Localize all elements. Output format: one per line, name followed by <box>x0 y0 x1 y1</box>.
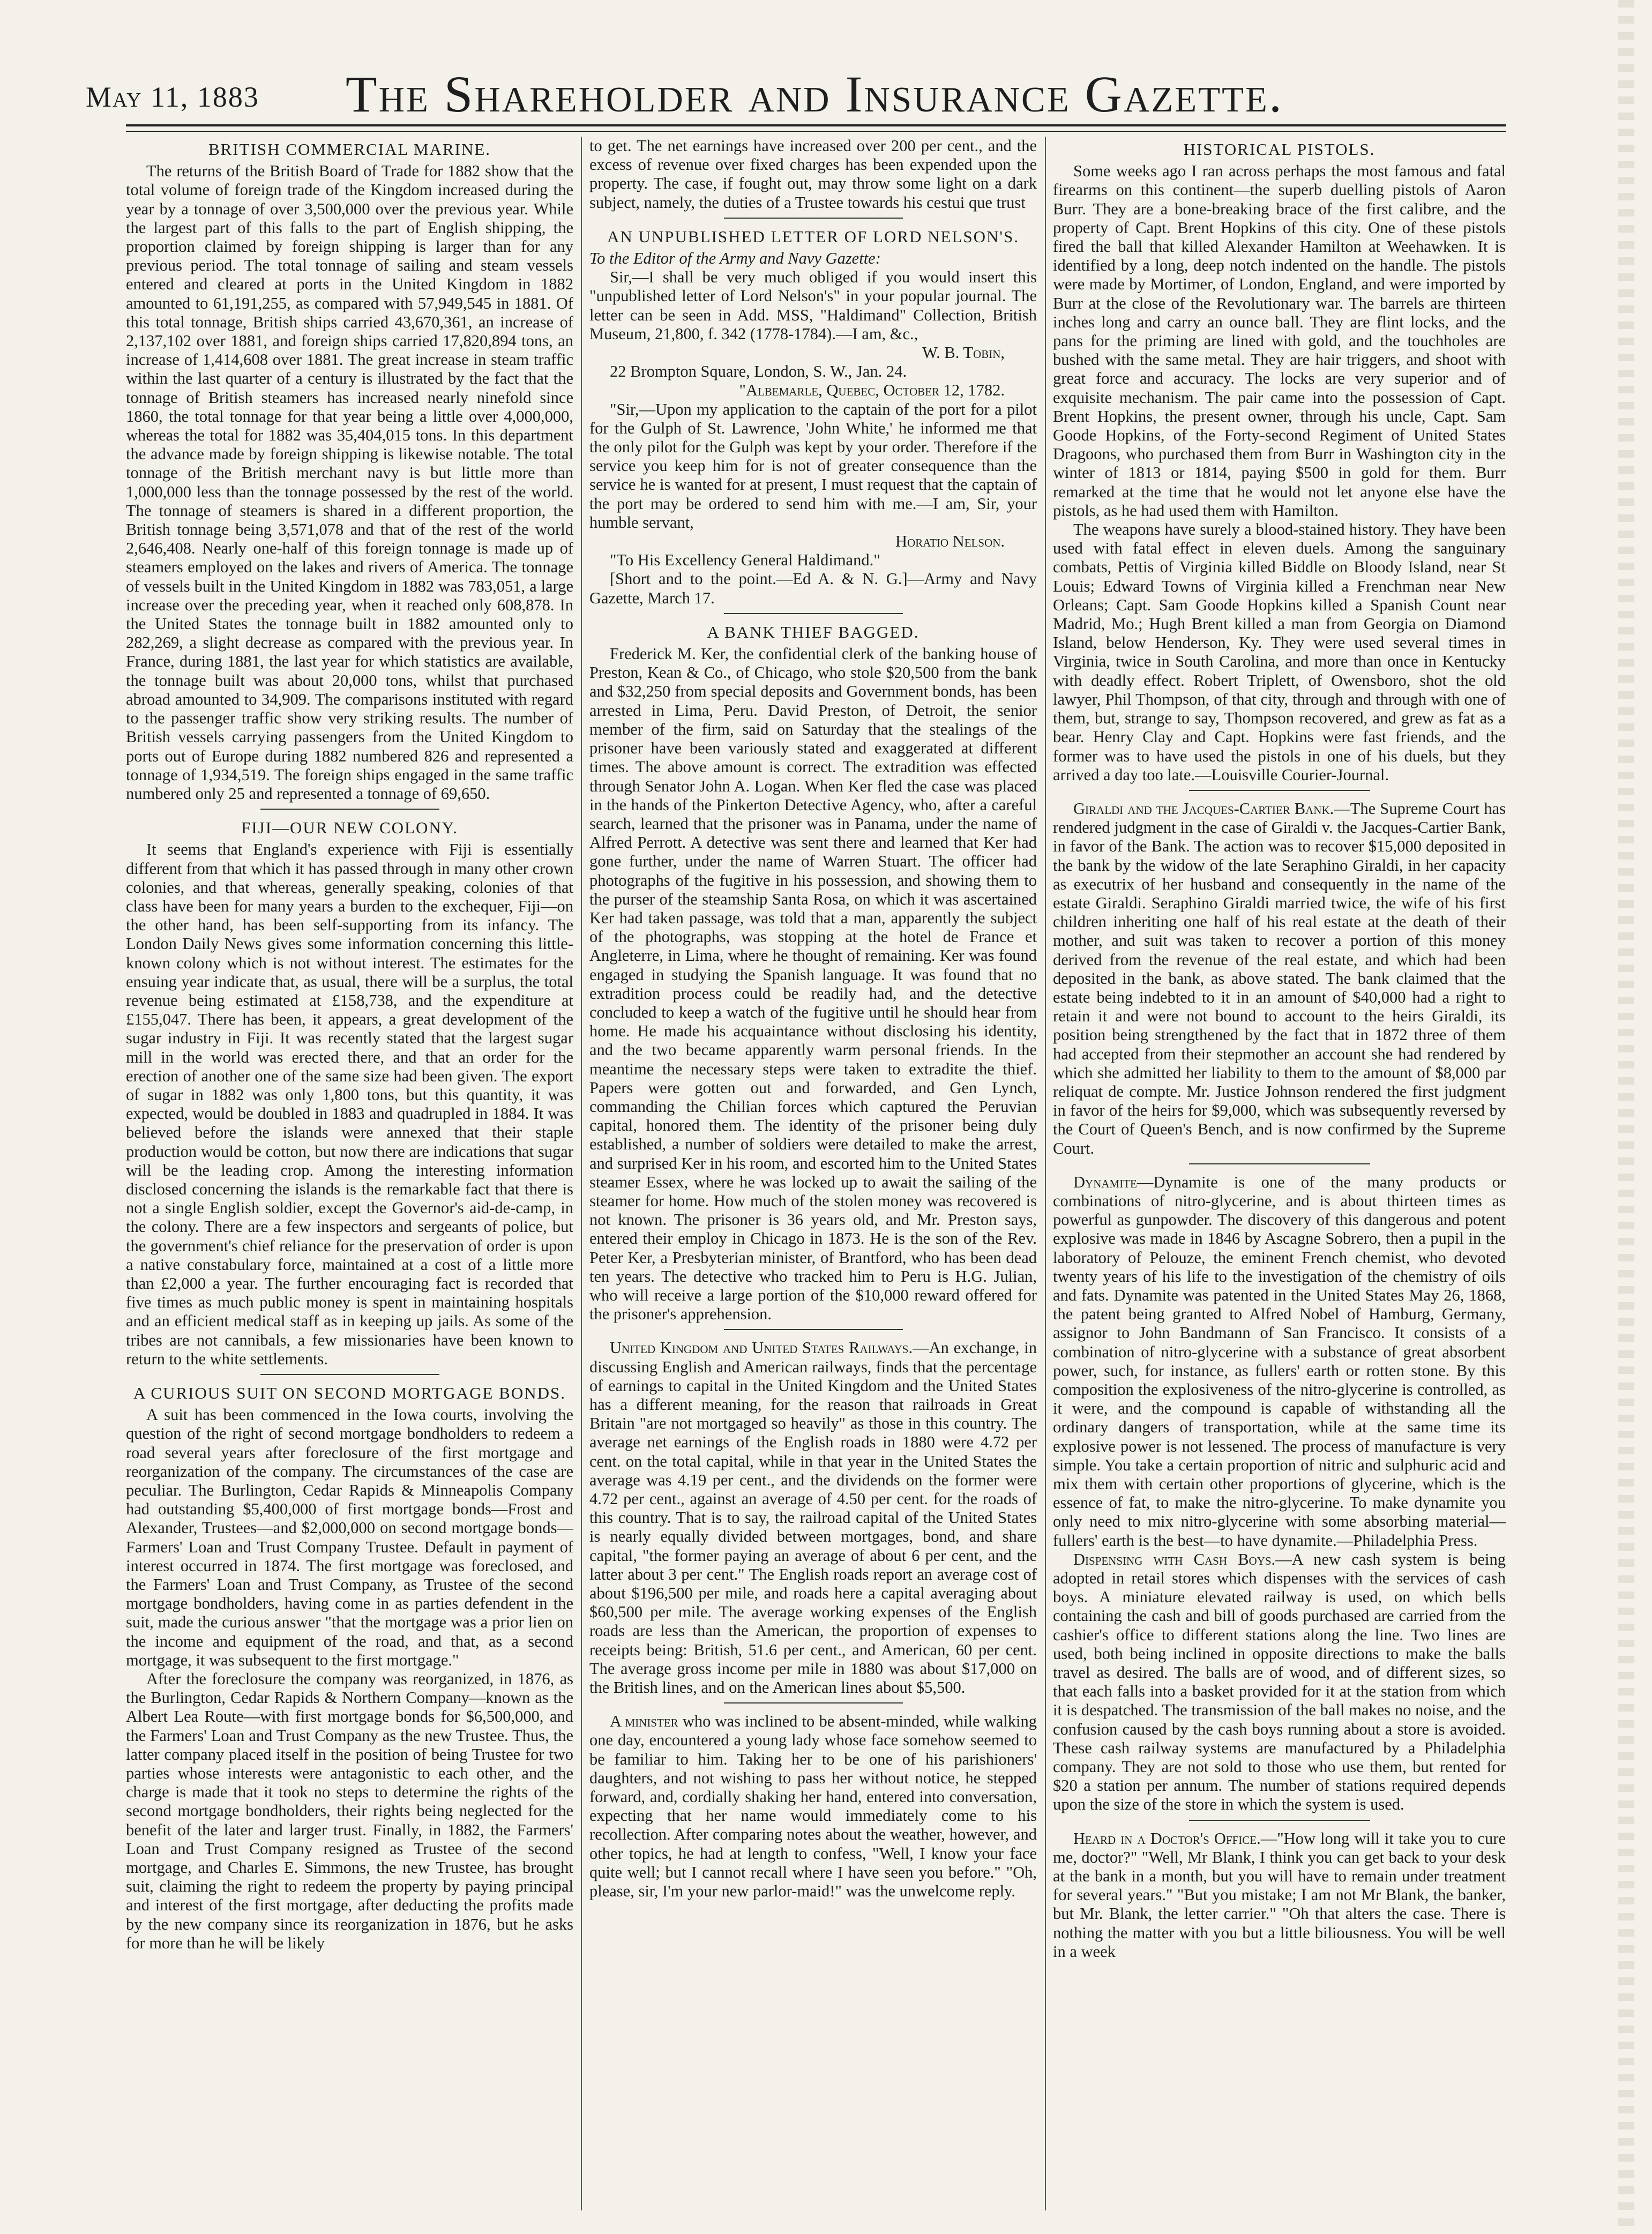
letter-address: 22 Brompton Square, London, S. W., Jan. 24. <box>610 362 907 381</box>
letter-dateline: "Albemarle, Quebec, October 12, 1782. <box>739 381 1005 400</box>
article-paragraph <box>1053 1173 1506 1550</box>
article-divider <box>1189 1163 1370 1164</box>
column-3 <box>1053 137 1506 2216</box>
run-in-body: —Dynamite is one of the many products or combinations of nitro-glycerine, and is about thirteen times as powerful as gunpowder. The discovery of this dangerous and potent explosive was made in 1846 by Ascagne Sobrero, then a pupil in the laboratory of Pelouze, the eminent French chemist, who devoted twenty years of his life to the investigation of the chemistry of oils and fats. Dynamite was patented in the United States May 26, 1868, the patent being granted to Alfred Nobel of Hamburg, Germany, assignor to John Bandmann of San Francisco. It consists of a combination of nitro-glycerine with a substance of great absorbent power, such, for instance, as fullers' earth or rotten stone. By this composition the explosiveness of the nitro-glycerine is controlled, as it were, and the compound is capable of withstanding all the ordinary dangers of transportation, while at the same time its explosive power is not lessened. The process of manufacture is very simple. You take a certain proportion of nitric and sulphuric acid and mix them with certain other proportions of glycerine, which is the essence of fat, to make the nitro-glycerine. To make dynamite you only need to mix nitro-glycerine with some absorbing material—fullers' earth is the best—to have dynamite.—Philadelphia Press. <box>1053 1172 1506 1550</box>
article-divider <box>260 809 439 810</box>
article-paragraph: After the foreclosure the company was reorganized, in 1876, as the Burlington, Cedar Rapids & Northern Company—known as the Albert Lea Route—with first mortgage bonds for $6,500,000, and the Farmers' Loan and Trust Company as the new Trustee. Thus, the latter company placed itself in the position of being Trustee for two parties whose interests were antagonistic to each other, and the charge is made that it took no steps to determine the rights of the second mortgage bondholders, their rights being neglected for the benefit of the later and larger trust. Finally, in 1882, the Farmers' Loan and Trust Company resigned as Trustee of the second mortgage, and Charles E. Simmons, the new Trustee, has brought suit, claiming the right to redeem the property by paying principal and interest of the first mortgage, after deducting the profits made by the new company since its reorganization in 1876, but he asks for more than he will be likely <box>126 1670 573 1952</box>
run-in-heading: Heard in a Doctor's Office. <box>1073 1829 1261 1848</box>
run-in-heading: Dispensing with Cash Boys. <box>1073 1550 1276 1568</box>
run-in-heading: United Kingdom and United States Railways. <box>610 1339 913 1357</box>
article-divider <box>724 613 903 614</box>
run-in-body: —The Supreme Court has rendered judgment in the case of Giraldi v. the Jacques-Cartier Bank, in favor of the Bank. The action was to recover $15,000 deposited in the bank by the widow of the late Seraphino Giraldi, in her capacity as executrix of her husband and consequently in the name of the estate Giraldi. Seraphino Giraldi married twice, the wife of his first children inheriting one half of his real estate at the death of their mother, and suit was taken to recover a portion of this money derived from the revenue of the real estate, and which had been deposited in the bank, as above stated. The bank claimed that the estate being indebted to it in an amount of $40,000 had a right to retain it and were not bound to account to the heirs Giraldi, its position being strengthened by the fact that in 1872 three of them had accepted from their stepmother an account she had rendered by which she admitted her liability to them to the amount of $8,000 par reliquat de compte. Mr. Justice Johnson rendered the first judgment in favor of the heirs for $9,000, which was subsequently reversed by the Court of Queen's Bench, and is now confirmed by the Supreme Court. <box>1053 799 1506 1157</box>
article-paragraph: Frederick M. Ker, the confidential clerk of the banking house of Preston, Kean & Co., of Chicago, who stole $20,500 from the bank and $32,250 from special deposits and Government bonds, has been arrested in Lima, Peru. David Preston, of Detroit, the senior member of the firm, said on Saturday that the stealings of the prisoner have been variously stated and exaggerated at different times. The above amount is correct. The extradition was effected through Senator John A. Logan. When Ker fled the case was placed in the hands of the Pinkerton Detective Agency, who, after a careful search, learned that the prisoner was in Panama, under the name of Alfred Perrott. A detective was sent there and learned that Ker had gone further, under the name of Warren Stuart. The officer had photographs of the fugitive in his possession, and showing them to the purser of the steamship Santa Rosa, on which it was ascertained Ker had taken passage, was told that a man, apparently the subject of the photographs, was stopping at the hotel de France et Angleterre, in Lima, where he thought of remaining. Ker was found engaged in studying the Spanish language. It was found that no extradition process could be readily had, and the detective concluded to keep a watch of the fugitive until he should hear from home. He made his acquaintance without disclosing his identity, and the two became apparently warm personal friends. In the meantime the necessary steps were taken to extradite the thief. Papers were gotten out and forwarded, and Gen Lynch, commanding the Chilian forces which captured the Peruvian capital, honored them. The identity of the prisoner being duly established, a number of soldiers were detailed to make the arrest, and surprised Ker in his room, and escorted him to the United States steamer Essex, where he was locked up to await the sailing of the steamer for home. How much of the stolen money was recovered is not known. The prisoner is 36 years old, and Mr. Preston says, entered their employ in Chicago in 1873. He is the son of the Rev. Peter Ker, a Presbyterian minister, of Brantford, who has been dead ten years. The detective who tracked him to Peru is H.G. Julian, who will receive a large portion of the $10,000 reward offered for the prisoner's apprehension. <box>589 645 1037 1324</box>
article-divider <box>724 1702 903 1703</box>
issue-date: May 11, 1883 <box>86 81 259 113</box>
letter-salutation: To the Editor of the Army and Navy Gazette: <box>589 249 881 268</box>
run-in-body: —An exchange, in discussing English and American railways, finds that the percentage of earnings to capital in the United Kingdom and the United States has a different meaning, for the reason that railroads in Great Britain "are not mortgaged so heavily" as those in this country. The average net earnings of the English roads in 1880 were 4.72 per cent. on the total capital, while in that year in the United States the average was 4.19 per cent., and the dividends on the former were 4.72 per cent., against an average of 4.50 per cent. for the roads of this country. That is to say, the railroad capital of the United States is nearly equally divided between mortgages, bond, and share capital, "the former paying an average of about 6 per cent, and the latter about 3 per cent." The English roads report an average cost of about $196,500 per mile, and roads here a capital averaging about $60,500 per mile. The average working expenses of the English roads are less than the American, the proportion of expenses to receipts being: British, 51.6 per cent., and American, 60 per cent. The average gross income per mile in 1880 was about $17,000 on the British lines, and on the American lines about $5,500. <box>589 1339 1037 1697</box>
run-in-body: who was inclined to be absent-minded, while walking one day, encountered a young lady whose face somehow seemed to be familiar to him. Taking her to be one of his parishioners' daughters, and not wishing to pass her without notice, he stepped forward, and, cordially shaking her hand, entered into conversation, expecting that her name would immediately come to his recollection. After comparing notes about the weather, however, and other topics, he had at length to confess, "Well, I know your face quite well; but I cannot recall where I have seen you before." "Oh, please, sir, I'm your new parlor-maid!" was the unwelcome reply. <box>589 1712 1037 1901</box>
masthead-rule-lower <box>126 131 1506 132</box>
article-divider <box>1189 1820 1370 1821</box>
page-edge-binding <box>1618 0 1634 2234</box>
article-title: HISTORICAL PISTOLS. <box>1183 140 1376 159</box>
article-divider <box>1189 790 1370 791</box>
run-in-heading: A minister <box>610 1712 678 1731</box>
article-continuation: to get. The net earnings have increased over 200 per cent., and the excess of revenue over fixed charges has been expended upon the property. The case, if fought out, may throw some light on a dark subject, namely, the duties of a Trustee towards his cestui que trust <box>589 137 1037 212</box>
column-2 <box>589 137 1037 2216</box>
article-paragraph: It seems that England's experience with Fiji is essentially different from that which it has passed through in many other crown colonies, and that whereas, generally speaking, colonies of that class have been for many years a burden to the exchequer, Fiji—on the other hand, has been self-supporting from its infancy. The London Daily News gives some information concerning this little-known colony which is not without interest. The estimates for the ensuing year indicate that, as usual, there will be a surplus, the total revenue being estimated at £158,738, and the expenditure at £155,047. There has been, it appears, a great development of the sugar industry in Fiji. It was recently stated that the largest sugar mill in the world was erected there, and that an order for the erection of another one of the same size had been given. The export of sugar in 1882 was only 1,800 tons, but this quantity, it was expected, would be doubled in 1883 and quadrupled in 1884. It was believed before the islands were annexed that their staple production would be cotton, but now there are indications that sugar will be the leading crop. Among the interesting information disclosed concerning the islands is the remarkable fact that there is not a single English soldier, except the Governor's aid-de-camp, in the colony. There are a few inspectors and sergeants of police, but the government's chief reliance for the preservation of order is upon a native constabulary force, maintained at a cost of a little more than £2,000 a year. The further encouraging fact is recorded that five times as much public money is spent in maintaining hospitals and an efficient medical staff as in keeping up jails. As some of the tribes are not cannibals, a few missionaries have been known to return to the white settlements. <box>126 840 573 1368</box>
column-divider <box>581 137 582 2210</box>
newspaper-title: The Shareholder and Insurance Gazette. <box>345 65 1283 123</box>
column-1 <box>126 137 573 2216</box>
run-in-heading: Dynamite <box>1073 1172 1137 1191</box>
letter-signature: W. B. Tobin, <box>922 343 1005 362</box>
article-divider <box>724 1329 903 1330</box>
letter-note: [Short and to the point.—Ed A. & N. G.]—Army and Navy Gazette, March 17. <box>589 570 1037 607</box>
article-paragraph <box>589 1712 1037 1901</box>
article-paragraph <box>1053 1550 1506 1814</box>
letter-paragraph: "Sir,—Upon my application to the captain of the port for a pilot for the Gulph of St. Lawrence, 'John White,' he informed me that the only pilot for the Gulph was kept by your order. Therefore if the service you keep him for is not of greater consequence than the service he is wanted for at present, I must request that the captain of the port may be ordered to send him with me.—I am, Sir, your humble servant, <box>589 400 1037 532</box>
article-divider <box>724 218 903 219</box>
article-title: A BANK THIEF BAGGED. <box>707 622 920 641</box>
letter-signature: Horatio Nelson. <box>895 532 1005 551</box>
article-paragraph <box>589 1339 1037 1697</box>
run-in-body: —"How long will it take you to cure me, doctor?" "Well, Mr Blank, I think you can get back to your desk at the bank in a month, but you will have to remain under treatment for several years." "But you mistake; I am not Mr Blank, the banker, but Mr. Blank, the letter carrier." "Oh that alters the case. There is nothing the matter with you but a little biliousness. You will be well in a week <box>1053 1829 1506 1961</box>
run-in-heading: Giraldi and the Jacques-Cartier Bank. <box>1073 799 1334 818</box>
article-paragraph: A suit has been commenced in the Iowa courts, involving the question of the right of second mortgage bondholders to redeem a road several years after foreclosure of the first mortgage and reorganization of the company. The circumstances of the case are peculiar. The Burlington, Cedar Rapids & Minneapolis Company had outstanding $5,400,000 of first mortgage bonds—Frost and Alexander, Trustees—and $2,000,000 on second mortgage bonds—Farmers' Loan and Trust Company Trustee. Default in payment of interest occurred in 1874. The first mortgage was foreclosed, and the Farmers' Loan and Trust Company, as Trustee of the second mortgage bondholders, having come in as parties defendent in the suit, made the curious answer "that the mortgage was a prior lien on the income and equipment of the road, and that, as a second mortgage, it was subsequent to the first mortgage." <box>126 1406 573 1669</box>
masthead-rule <box>126 124 1506 126</box>
article-paragraph <box>1053 1829 1506 1961</box>
article-paragraph: Some weeks ago I ran across perhaps the most famous and fatal firearms on this continent—the superb duelling pistols of Aaron Burr. They are a bone-breaking brace of the first calibre, and the property of Capt. Brent Hopkins of this city. One of these pistols fired the ball that killed Alexander Hamilton at Weehawken. It is identified by a long, deep notch indented on the handle. The pistols were made by Mortimer, of London, England, and were imported by Burr at the close of the Revolutionary war. The barrels are thirteen inches long and carry an ounce ball. They are flint locks, and the pans for the priming are lined with gold, and the touchholes are bushed with the same metal. They are hair triggers, and shoot with great force and accuracy. The locks are very superior and of exquisite mechanism. The pair came into the possession of Capt. Brent Hopkins, the present owner, through his uncle, Capt. Sam Goode Hopkins, of the Forty-second Regiment of United States Dragoons, who purchased them from Burr in Washington city in the winter of 1813 or 1814, paying $500 in gold for them. Burr remarked at the time that he would not let anyone else have the pistols, as he had used them with Hamilton. <box>1053 162 1506 520</box>
article-title: AN UNPUBLISHED LETTER OF LORD NELSON'S. <box>607 227 1020 246</box>
letter-recipient: "To His Excellency General Haldimand." <box>610 551 880 570</box>
letter-paragraph: Sir,—I shall be very much obliged if you would insert this "unpublished letter of Lord Nelson's" in your popular journal. The letter can be seen in Add. MSS, "Haldimand" Collection, British Museum, 21,800, f. 342 (1778-1784).—I am, &c., <box>589 268 1037 343</box>
article-paragraph: The returns of the British Board of Trade for 1882 show that the total volume of foreign trade of the Kingdom increased during the year by a tonnage of over 3,500,000 over the previous year. While the largest part of this falls to the part of English shipping, the proportion claimed by foreign shipping is larger than for any previous period. The total tonnage of sailing and steam vessels entered and cleared at ports in the United Kingdom in 1882 amounted to 61,191,255, as compared with 57,949,545 in 1881. Of this total tonnage, British ships carried 43,670,361, an increase of 2,137,102 over 1881, and foreign ships carried 17,820,894 tons, an increase of 1,414,608 over 1881. The great increase in steam traffic within the last quarter of a century is illustrated by the fact that the tonnage of British steamers has increased nearly ninefold since 1860, the total tonnage for that year being a little over 4,000,000, whereas the total for 1882 was 35,404,015 tons. In this department the advance made by foreign shipping is likewise notable. The total tonnage of the British merchant navy is but little more than 1,000,000 less than the tonnage possessed by the rest of the world. The tonnage of steamers is shared in a different proportion, the British tonnage being 3,571,078 and that of the rest of the world 2,646,408. Nearly one-half of this foreign tonnage is made up of steamers employed on the lakes and rivers of America. The tonnage of vessels built in the United Kingdom in 1882 was 783,051, a large increase over the preceding year, when it reached only 608,878. In the United States the tonnage built in 1882 amounted only to 282,269, a slight decrease as compared with the previous year. In France, during 1881, the last year for which statistics are available, the tonnage built was about 20,000 tons, whilst that purchased abroad amounted to 34,909. The comparisons instituted with regard to the passenger traffic show very striking results. The number of British vessels carrying passengers from the United Kingdom to ports out of Europe during 1882 numbered 826 and represented a tonnage of 1,934,519. The foreign ships engaged in the same traffic numbered only 25 and represented a tonnage of 69,650. <box>126 162 573 803</box>
article-paragraph <box>1053 800 1506 1158</box>
article-divider <box>260 1374 439 1375</box>
masthead <box>75 51 1554 121</box>
column-divider <box>1045 137 1046 2210</box>
article-title: BRITISH COMMERCIAL MARINE. <box>208 140 491 159</box>
article-title: FIJI—OUR NEW COLONY. <box>241 818 458 838</box>
run-in-body: —A new cash system is being adopted in retail stores which dispenses with the services of cash boys. A miniature elevated railway is used, on which bells containing the cash and bill of goods purchased are carried from the cashier's office to different stations along the line. Two lines are used, both being inclined in opposite directions to make the balls travel as desired. The balls are of wood, and of different sizes, so that each falls into a basket provided for it at the station from which it is despatched. The transmission of the ball makes no noise, and the confusion caused by the cash boys running about a store is avoided. These cash railway systems are manufactured by a Philadelphia company. They are not sold to those who use them, but rented for $20 a station per annum. The number of stations required depends upon the size of the store in which the system is used. <box>1053 1550 1506 1814</box>
article-title: A CURIOUS SUIT ON SECOND MORTGAGE BONDS. <box>133 1384 566 1402</box>
article-paragraph: The weapons have surely a blood-stained history. They have been used with fatal effect in eleven duels. Among the sanguinary combats, Pettis of Virginia killed Biddle on Bloody Island, near St Louis; Edward Towns of Virginia killed a Frenchman near New Orleans; Capt. Sam Goode Hopkins killed a Spanish Count near Madrid, Mo.; Hugh Brent killed a man from Georgia on Diamond Island, below Henderson, Ky. They were used several times in Virginia, twice in South Carolina, and more than once in Kentucky with deadly effect. Robert Triplett, of Owensboro, shot the old lawyer, Phil Thompson, of that city, through and through with one of them, but, strange to say, Thompson recovered, and grew as fat as a bear. Henry Clay and Capt. Hopkins were fast friends, and the former was to have used the pistols in one of his duels, but they arrived a day too late.—Louisville Courier-Journal. <box>1053 520 1506 784</box>
